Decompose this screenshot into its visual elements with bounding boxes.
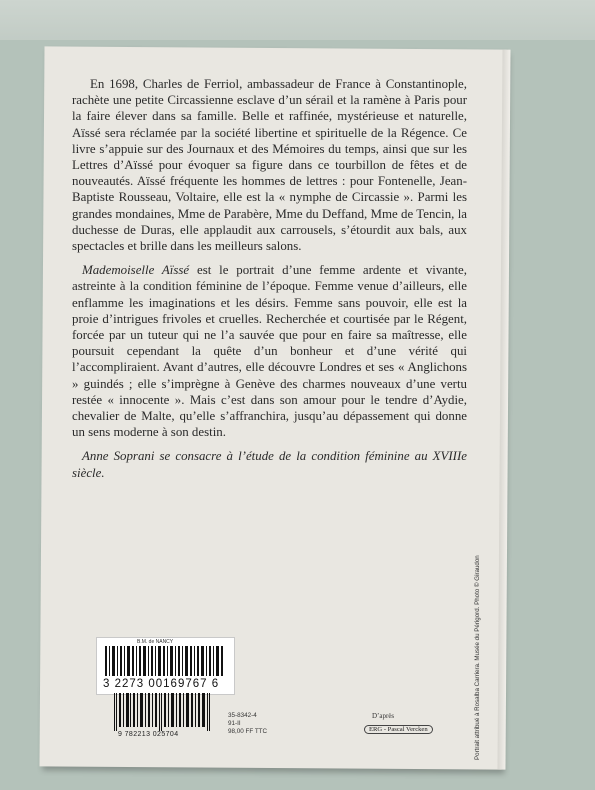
library-barcode [105, 646, 225, 676]
isbn-barcode [114, 693, 214, 731]
cover-credit-after: D’après [372, 712, 395, 720]
blurb-paragraph-1: En 1698, Charles de Ferriol, ambassadeur de France à Constantinople, rachète une petite Circassienne esclave d’un sérail et la ramène à Paris pour la faire élever dans sa famille. Belle et raffinée, mystérieuse et naturelle, Aïssé sera réclamée par la société libertine et spirituelle de la Régence. Ce livre s’appuie sur des Journaux et des Mémoires du temps, ainsi que sur les Lettres d’Aïssé pour évoquer sa figure dans ce tourbillon de fêtes et de nouveautés. Aïssé fréquente les hommes de lettres : pour Fontenelle, Jean-Baptiste Rousseau, Voltaire, elle est la « nymphe de Circassie ». Parmi les grandes mondaines, Mme de Parabère, Mme du Deffand, Mme de Tencin, la duchesse de Duras, elle applaudit aux carrousels, s’étourdit aux bals, aux spectacles et brille dans les meilleurs salons. [72, 77, 467, 254]
back-cover-blurb [72, 76, 467, 489]
catalog-number: 35-8342-4 [228, 712, 257, 719]
price-block [228, 712, 267, 735]
photo-credit-vertical: Portrait attribué à Rosalba Carriera. Musée du Périgord. Photo © Giraudon [474, 555, 481, 760]
library-barcode-label [96, 637, 235, 695]
print-code: 91-II [228, 719, 241, 727]
price: 98,00 FF TTC [228, 727, 268, 735]
library-barcode-number: 3 2273 00169767 6 [103, 678, 220, 690]
blurb-paragraph-2 [72, 262, 467, 440]
library-name: B.M. de NANCY [137, 639, 174, 645]
isbn-number: 9 782213 025704 [118, 731, 179, 738]
cover-credit-box: ERG - Pascal Vercken [364, 725, 433, 734]
blurb-paragraph-2-text: est le portrait d’une femme ardente et vivante, astreinte à la condition féminine de l’époque. Femme venue d’ailleurs, elle enflamme les imaginations et les désirs. Femme sans pouvoir, elle est la proie d’intrigues frivoles et cruelles. Recherchée et courtisée par le Régent, forcée par un tuteur qui ne l’a sauvée que pour en faire sa maîtresse, elle poursuit cependant la quête d’un bonheur et d’une vérité qui l’accompliraient. Avant d’autres, elle découvre Londres et ses « Anglichons » guindés ; elle s’imprègne à Genève des charmes nouveaux d’une vertu restée « innocente ». Mais c’est dans son amour pour le tendre d’Aydie, chevalier de Malte, qu’elle s’affranchira, jusqu’au dépassement qui donne un sens moderne à son destin. [72, 263, 467, 440]
author-note: Anne Soprani se consacre à l’étude de la condition féminine au XVIIIe siècle. [72, 449, 467, 480]
book-title-inline: Mademoiselle Aïssé [82, 263, 190, 278]
